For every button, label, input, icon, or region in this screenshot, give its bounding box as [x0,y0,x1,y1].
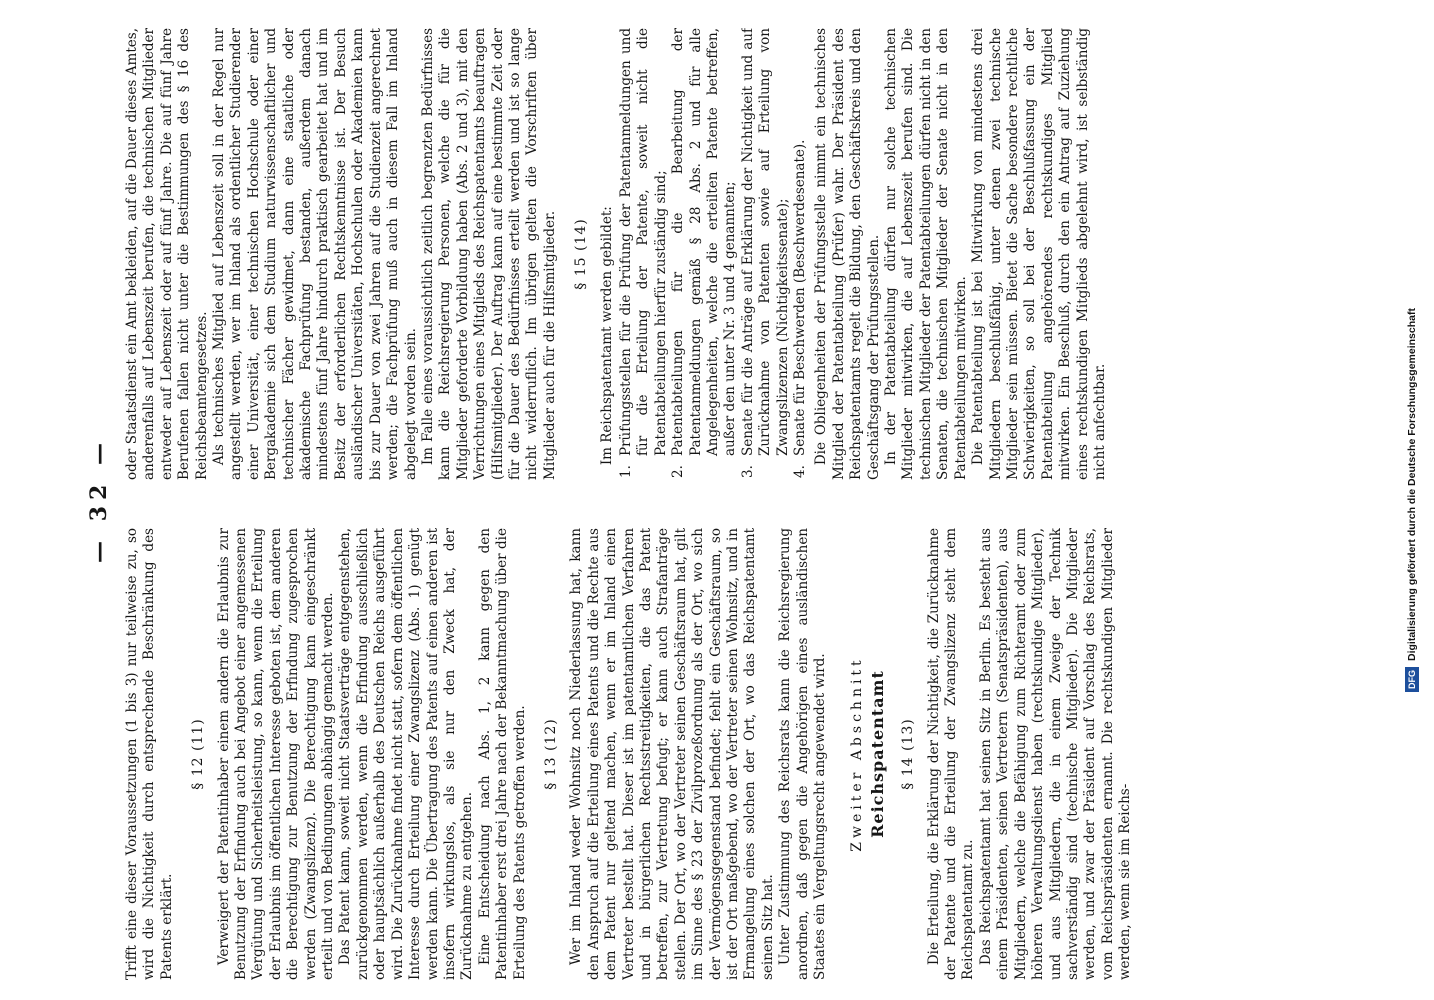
section-heading-15: § 15 (14) [573,218,590,290]
paragraph: Die Obliegenheiten der Prüfungsstelle nimmt ein technisches Mitglied der Patentabteilung (Prüfer) wahr. Der Präsident des Reichspatentamts regelt die Bildung, den Geschäftskreis und den Geschäftsgang der Prüfungsstellen. [813,28,882,480]
part-label: Zweiter Abschnitt [849,656,866,852]
list-item [618,28,670,480]
funding-note [1396,0,1426,1000]
paragraph: Verweigert der Patentinhaber einem andern die Erlaubnis zur Benutzung der Erfindung auch bei Angebot einer angemessenen Vergütung und Sicherheitsleistung, so kann, wenn die Erteilung der Erlaubnis im öffentlichen Interesse geboten ist, dem anderen die Berechtigung zur Benutzung der Erfindung zugesprochen werden (Zwangslizenz). Die Berechtigung kann eingeschränkt erteilt und von Bedingungen abhängig gemacht werden. [215,528,337,980]
rotated-page [80,0,1380,1000]
paragraph: Trifft eine dieser Voraussetzungen (1 bis 3) nur teilweise zu, so wird die Nichtigkeit durch entsprechende Beschränkung des Patents erklärt. [124,528,175,980]
paragraph: Die Patentabteilung ist bei Mitwirkung von mindestens drei Mitgliedern beschlußfähig, unter denen zwei technische Mitglieder sein müssen. Bietet die Sache besondere rechtliche Schwierigkeiten, so soll bei der Beschlußfassung ein der Patentabteilung angehörendes rechtskundiges Mitglied mitwirken. Ein Beschluß, durch den ein Antrag auf Zuziehung eines rechtskundigen Mitglieds abgelehnt wird, ist selbständig nicht anfechtbar. [970,28,1108,480]
funding-text: Digitalisierung gefördert durch die Deutsche Forschungsgemeinschaft [1406,308,1418,661]
paragraph: oder Staatsdienst ein Amt bekleiden, auf die Dauer dieses Amtes, anderenfalls auf Lebenszeit berufen, die technischen Mitglieder entweder auf Lebenszeit oder auf fünf Jahre. Die auf fünf Jahre Berufenen fallen nicht unter die Bestimmungen des § 16 des Reichsbeamtengesetzes. [124,28,210,480]
numbered-list [618,28,809,480]
paragraph: Das Patent kann, soweit nicht Staatsverträge entgegenstehen, zurückgenommen werden, wenn die Erfindung ausschließlich oder hauptsächlich außerhalb des Deutschen Reichs ausgeführt wird. Die Zurücknahme findet nicht statt, sofern dem öffentlichen Interesse durch Erteilung einer Zwangslizenz (Abs. 1) genügt werden kann. Die Übertragung des Patents auf einen anderen ist insofern wirkungslos, als sie nur den Zweck hat, der Zurücknahme zu entgehen. [337,528,476,980]
paragraph: In der Patentabteilung dürfen nur solche technischen Mitglieder mitwirken, die auf Lebenszeit berufen sind. Die technischen Mitglieder der Patentabteilungen dürfen nicht in den Senaten, die technischen Mitglieder der Senate nicht in den Patentabteilungen mitwirken. [883,28,969,480]
paragraph: Wer im Inland weder Wohnsitz noch Niederlassung hat, kann den Anspruch auf die Erteilung eines Patents und die Rechte aus dem Patent nur geltend machen, wenn er im Inland einen Vertreter bestellt hat. Dieser ist im patentamtlichen Verfahren und in bürgerlichen Rechtsstreitigkeiten, die das Patent betreffen, zur Vertretung befugt; er kann auch Strafanträge stellen. Der Ort, wo der Vertreter seinen Geschäftsraum hat, gilt im Sinne des § 23 der Zivilprozeßordnung als der Ort, wo sich der Vermögensgegenstand befindet; fehlt ein Geschäftsraum, so ist der Ort maßgebend, wo der Vertreter seinen Wohnsitz, und in Ermangelung eines solchen der Ort, wo das Reichspatentamt seinen Sitz hat. [568,528,776,980]
section-heading-14: § 14 (13) [900,718,917,790]
section-heading-13: § 13 (12) [542,718,559,790]
paragraph: Das Reichspatentamt hat seinen Sitz in Berlin. Es besteht aus einem Präsidenten, seinen Vertretern (Senatspräsidenten), aus Mitgliedern, welche die Befähigung zum Richteramt oder zum höheren Verwaltungsdienst haben (rechtskundige Mitglieder), und aus Mitgliedern, die in einem Zweige der Technik sachverständig sind (technische Mitglieder). Die Mitglieder werden, und zwar der Präsident auf Vorschlag des Reichsrats, vom Reichspräsidenten ernannt. Die rechtskundigen Mitglieder werden, wenn sie im Reichs- [977,528,1134,980]
list-item-number: 3. [739,465,756,478]
part-title: Reichspatentamt [867,670,887,838]
list-item-number: 2. [670,465,687,478]
paragraph: Unter Zustimmung des Reichsrats kann die Reichsregierung anordnen, daß gegen die Angehörigen eines ausländischen Staates ein Vergeltungsrecht angewendet wird. [777,528,829,980]
paragraph: Im Reichspatentamt werden gebildet: [598,206,615,466]
list-item-number: 4. [792,465,809,478]
paragraph: Als technisches Mitglied auf Lebenszeit soll in der Regel nur angestellt werden, wer im Inland als ordentlicher Studierender einer Universität, einer technischen Hochschule oder einer Bergakademie sich dem Studium naturwissenschaftlicher und technischer Fächer gewidmet, dann eine staatliche oder akademische Fachprüfung bestanden, außerdem danach mindestens fünf Jahre hindurch praktisch gearbeitet hat und im Besitz der erforderlichen Rechtskenntnisse ist. Der Besuch ausländischer Universitäten, Hochschulen oder Akademien kann bis zur Dauer von zwei Jahren auf die Studienzeit angerechnet werden; die Fachprüfung muß auch in diesem Fall im Inland abgelegt worden sein. [211,28,419,480]
dfg-logo: DFG [1405,667,1419,692]
list-item-text: Prüfungsstellen für die Prüfung der Patentanmeldungen und für die Erteilung der Patente, soweit nicht die Patentabteilungen hierfür zuständig sind; [617,28,669,456]
right-column [124,28,1294,480]
paragraph: Die Erteilung, die Erklärung der Nichtigkeit, die Zurücknahme der Patente und die Erteilung der Zwangslizenz steht dem Reichspatentamt zu. [925,528,977,980]
list-item-text: Senate für Beschwerden (Beschwerdesenate). [792,139,809,456]
paragraph: Im Falle eines voraussichtlich zeitlich begrenzten Bedürfnisses kann die Reichsregierung Personen, welche die für die Mitglieder geforderte Vorbildung haben (Abs. 2 und 3), mit den Verrichtungen eines Mitglieds des Reichspatentamts beauftragen (Hilfsmitglieder). Der Auftrag kann auf eine bestimmte Zeit oder für die Dauer des Bedürfnisses erteilt werden und ist so lange nicht widerruflich. Im übrigen gelten die Vorschriften über Mitglieder auch für die Hilfsmitglieder. [419,28,558,480]
funding-note-text [1402,0,1422,1000]
list-item [792,28,809,480]
list-item-text: Patentabteilungen für die Bearbeitung der Patentanmeldungen gemäß § 28 Abs. 2 und für alle Angelegenheiten, welche die erteilten Patente betreffen, außer den unter Nr. 3 und 4 genannten; [670,28,739,456]
list-item-number: 1. [617,465,634,478]
list-item-text: Senate für die Anträge auf Erklärung der Nichtigkeit und auf Zurücknahme von Patenten sowie auf Erteilung von Zwangslizenzen (Nichtigkeitssenate); [739,28,791,456]
left-column [124,528,1294,980]
section-heading-12: § 12 (11) [190,718,207,790]
page-number: — 32 — [86,437,112,563]
paragraph: Eine Entscheidung nach Abs. 1, 2 kann gegen den Patentinhaber erst drei Jahre nach der Bekanntmachung über die Erteilung des Patents getroffen werden. [476,528,528,980]
list-item [670,28,740,480]
list-item [740,28,792,480]
